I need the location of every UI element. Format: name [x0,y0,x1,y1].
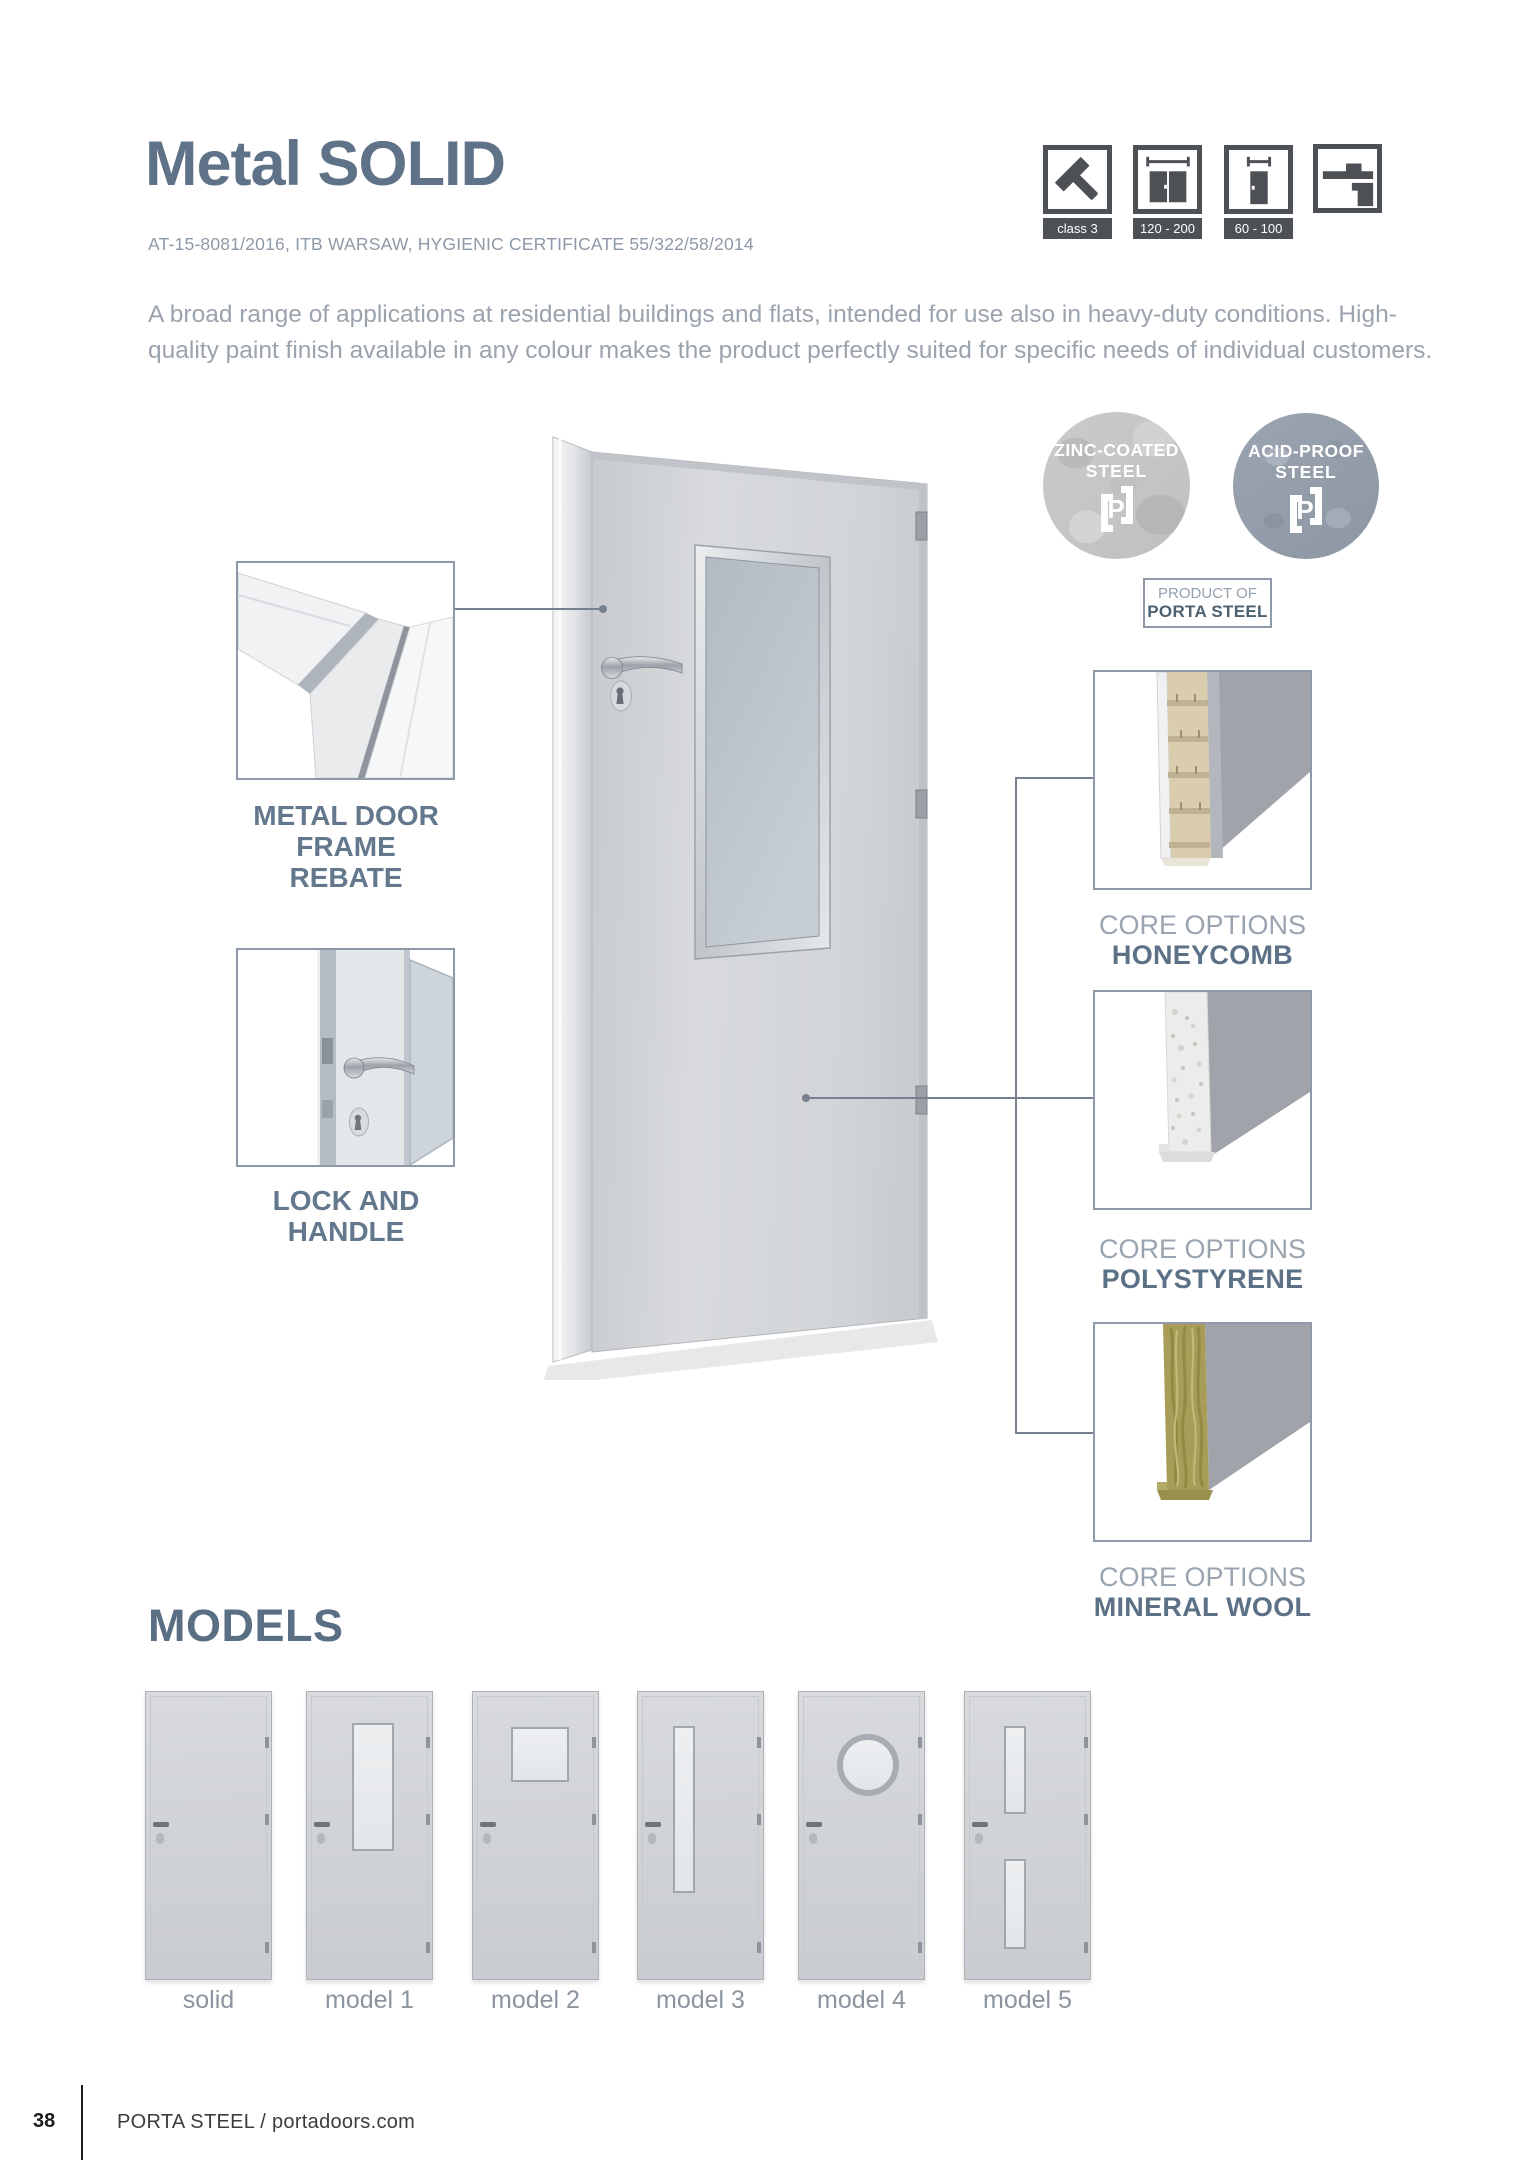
model-door-3 [637,1691,764,1980]
callout-line-mineral [1015,1432,1093,1434]
model-label: solid [182,1986,235,2014]
door-handle-icon [806,1822,822,1827]
lock-handle-caption [216,1185,476,1247]
door-inner-frame [642,1696,759,1975]
hammer-icon [1043,145,1112,214]
single-door-width-icon [1224,145,1293,214]
core-polystyrene-image [1093,990,1312,1210]
property-icon-label: class 3 [1043,218,1112,239]
callout-line-core [806,1097,1093,1099]
door-lock-icon [317,1833,325,1844]
callout-dot-core [802,1094,810,1102]
hinge-icon [592,1814,596,1825]
product-of-line1: PRODUCT OF [1158,585,1257,602]
model-label: model 2 [491,1986,580,2014]
core-honeycomb-image [1093,670,1312,890]
frame-rebate-caption-line2: REBATE [289,862,403,893]
door-inner-frame [969,1696,1086,1975]
hinge-icon [757,1814,761,1825]
hinge-icon [265,1942,269,1953]
hinge-icon [592,1942,596,1953]
door-inner-frame [150,1696,267,1975]
model-door-5 [964,1691,1091,1980]
model-door-4 [798,1691,925,1980]
lock-handle-caption-line1: LOCK AND HANDLE [272,1185,420,1247]
door-window [1004,1726,1026,1814]
core-honeycomb-caption [1093,910,1312,970]
door-handle-icon [645,1822,661,1827]
hinge-icon [757,1737,761,1748]
model-label: model 1 [325,1986,414,2014]
model-label: model 3 [656,1986,745,2014]
door-window [352,1723,394,1851]
footer-brand: PORTA STEEL / portadoors.com [117,2111,416,2133]
zinc-coated-steel-badge [1043,412,1190,559]
model-door-2 [472,1691,599,1980]
callout-trunk-line [1015,777,1017,1434]
door-window [1004,1859,1026,1949]
frame-rebate-caption-line1: METAL DOOR FRAME [253,800,439,862]
hinge-icon [426,1942,430,1953]
product-of-line2: PORTA STEEL [1147,602,1268,621]
door-handle-icon [314,1822,330,1827]
main-door-image [540,430,970,1385]
door-lock-icon [809,1833,817,1844]
product-of-badge [1143,578,1272,628]
core-mineral-wool-caption [1093,1562,1312,1622]
frame-rebate-image [236,561,455,780]
core-mineral-wool-image [1093,1322,1312,1542]
hinge-icon [918,1737,922,1748]
core-option-name: MINERAL WOOL [1093,1592,1312,1622]
property-icon-single-width [1224,145,1293,239]
model-label: model 4 [817,1986,906,2014]
door-lock-icon [648,1833,656,1844]
svg-text:P: P [1106,494,1125,524]
door-lock-icon [156,1833,164,1844]
badge-line1: ACID-PROOF [1248,441,1364,461]
hinge-icon [757,1942,761,1953]
core-polystyrene-caption [1093,1234,1312,1294]
hinge-icon [426,1814,430,1825]
door-handle-icon [153,1822,169,1827]
core-option-name: HONEYCOMB [1111,940,1294,970]
property-icon-double-width [1133,145,1202,239]
hinge-icon [1084,1942,1088,1953]
hinge-icon [1084,1737,1088,1748]
intro-paragraph: A broad range of applications at residential buildings and flats, intended for use also in heavy-duty conditions. High-quality paint finish available in any colour makes the product perfectly suited for specific needs of individual customers. [148,301,1433,364]
core-options-label: CORE OPTIONS [1098,1234,1307,1264]
core-options-label: CORE OPTIONS [1098,910,1307,940]
page-title: Metal SOLID [145,129,506,199]
models-heading: MODELS [148,1600,344,1651]
callout-line-frame [455,608,603,610]
svg-text:P: P [1296,495,1314,525]
property-icon-label: 120 - 200 [1133,218,1202,239]
hinge-icon [592,1737,596,1748]
model-label: model 5 [983,1986,1072,2014]
door-window [511,1727,569,1782]
core-option-name: POLYSTYRENE [1101,1264,1304,1294]
hinge-icon [426,1737,430,1748]
hinge-icon [265,1737,269,1748]
callout-dot-frame [599,605,607,613]
footer-divider [81,2085,83,2160]
hinge-icon [1084,1814,1088,1825]
hinge-icon [918,1942,922,1953]
badge-line2: STEEL [1275,462,1337,482]
door-window [673,1726,695,1893]
callout-line-honeycomb [1015,777,1093,779]
double-door-width-icon [1133,145,1202,214]
model-door-1 [306,1691,433,1980]
porta-p-logo-icon [1099,486,1135,532]
acid-proof-steel-badge [1233,413,1379,559]
door-lock-icon [975,1833,983,1844]
door-handle-icon [972,1822,988,1827]
door-lock-icon [483,1833,491,1844]
badge-line1: ZINC-COATED [1054,440,1179,460]
door-rebate-profile-icon [1313,144,1382,213]
page-number: 38 [33,2110,56,2132]
hinge-icon [265,1814,269,1825]
frame-rebate-caption [226,800,466,893]
badge-line2: STEEL [1085,461,1148,481]
hinge-icon [918,1814,922,1825]
door-handle-icon [480,1822,496,1827]
property-icon-label: 60 - 100 [1224,218,1293,239]
property-icon-class [1043,145,1112,239]
door-porthole-window [837,1734,899,1796]
certification-line: AT-15-8081/2016, ITB WARSAW, HYGIENIC CERTIFICATE 55/322/58/2014 [148,234,754,254]
core-options-label: CORE OPTIONS [1098,1562,1307,1592]
porta-p-logo-icon [1288,487,1324,533]
property-icon-rebate [1313,144,1382,213]
lock-handle-image [236,948,455,1167]
model-door-solid [145,1691,272,1980]
